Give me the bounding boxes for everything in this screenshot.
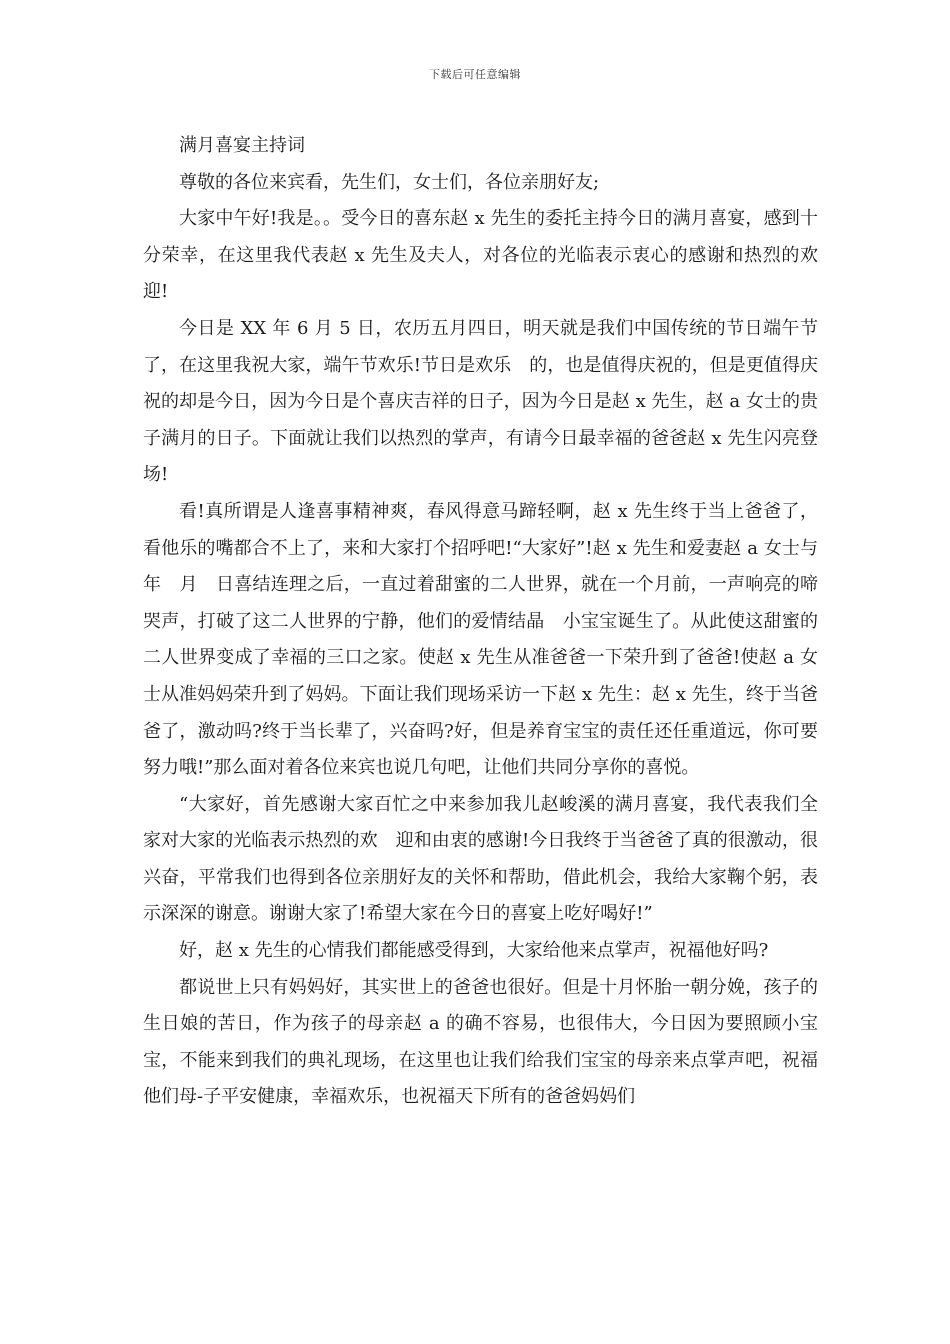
document-title: 满月喜宴主持词 — [179, 135, 305, 156]
page-header-note: 下载后可任意编辑 — [429, 68, 521, 81]
paragraph-date: 今日是 XX 年 6 月 5 日，农历五月四日，明天就是我们中国传统的节日端午节了，在这里我祝大家，端午节欢乐!节日是欢乐 的，也是值得庆祝的，但是更值得庆祝的却是今日，因为今日是个喜庆吉祥的日子，因为今日是赵 x 先生，赵 a 女士的贵子满月的日子。下面就让我们以热烈的掌声，有请今日最幸福的爸爸赵 x 先生闪亮登场! — [143, 317, 818, 486]
paragraph-applause: 好，赵 x 先生的心情我们都能感受得到，大家给他来点掌声，祝福他好吗? — [179, 940, 769, 962]
paragraph-father-speech: “大家好，首先感谢大家百忙之中来参加我儿赵峻溪的满月喜宴，我代表我们全家对大家的光临表示热烈的欢 迎和由衷的感谢!今日我终于当爸爸了真的很激动，很兴奋，平常我们也得到各位亲朋好友的关怀和帮助，借此机会，我给大家鞠个躬，表示深深的谢意。谢谢大家了!希望大家在今日的喜宴上吃好喝好!” — [143, 793, 818, 925]
document-body — [143, 128, 836, 1116]
paragraph-welcome: 大家中午好!我是。。受今日的喜东赵 x 先生的委托主持今日的满月喜宴，感到十分荣幸，在这里我代表赵 x 先生及夫人，对各位的光临表示衷心的感谢和热烈的欢迎! — [143, 208, 818, 303]
paragraph-father-intro: 看!真所谓是人逢喜事精神爽，春风得意马蹄轻啊，赵 x 先生终于当上爸爸了，看他乐的嘴都合不上了，来和大家打个招呼吧!“大家好”!赵 x 先生和爱妻赵 a 女士与 年 月 日喜结连理之后，一直过着甜蜜的二人世界，就在一个月前，一声响亮的啼哭声，打破了这二人世界的宁静，他们的爱情结晶 小宝宝诞生了。从此使这甜蜜的二人世界变成了幸福的三口之家。使赵 x 先生从准爸爸一下荣升到了爸爸!使赵 a 女士从准妈妈荣升到了妈妈。下面让我们现场采访一下赵 x 先生：赵 x 先生，终于当爸爸了，激动吗?终于当长辈了，兴奋吗?好，但是养育宝宝的责任还任重道远，你可要努力哦!”那么面对着各位来宾也说几句吧，让他们共同分享你的喜悦。 — [143, 500, 836, 779]
paragraph-mother: 都说世上只有妈妈好，其实世上的爸爸也很好。但是十月怀胎一朝分娩，孩子的生日娘的苦日，作为孩子的母亲赵 a 的确不容易，也很伟大，今日因为要照顾小宝宝，不能来到我们的典礼现场，在这里也让我们给我们宝宝的母亲来点掌声吧，祝福他们母-子平安健康，幸福欢乐，也祝福天下所有的爸爸妈妈们 — [143, 976, 818, 1108]
paragraph-greeting: 尊敬的各位来宾看，先生们，女士们，各位亲朋好友; — [179, 171, 600, 193]
